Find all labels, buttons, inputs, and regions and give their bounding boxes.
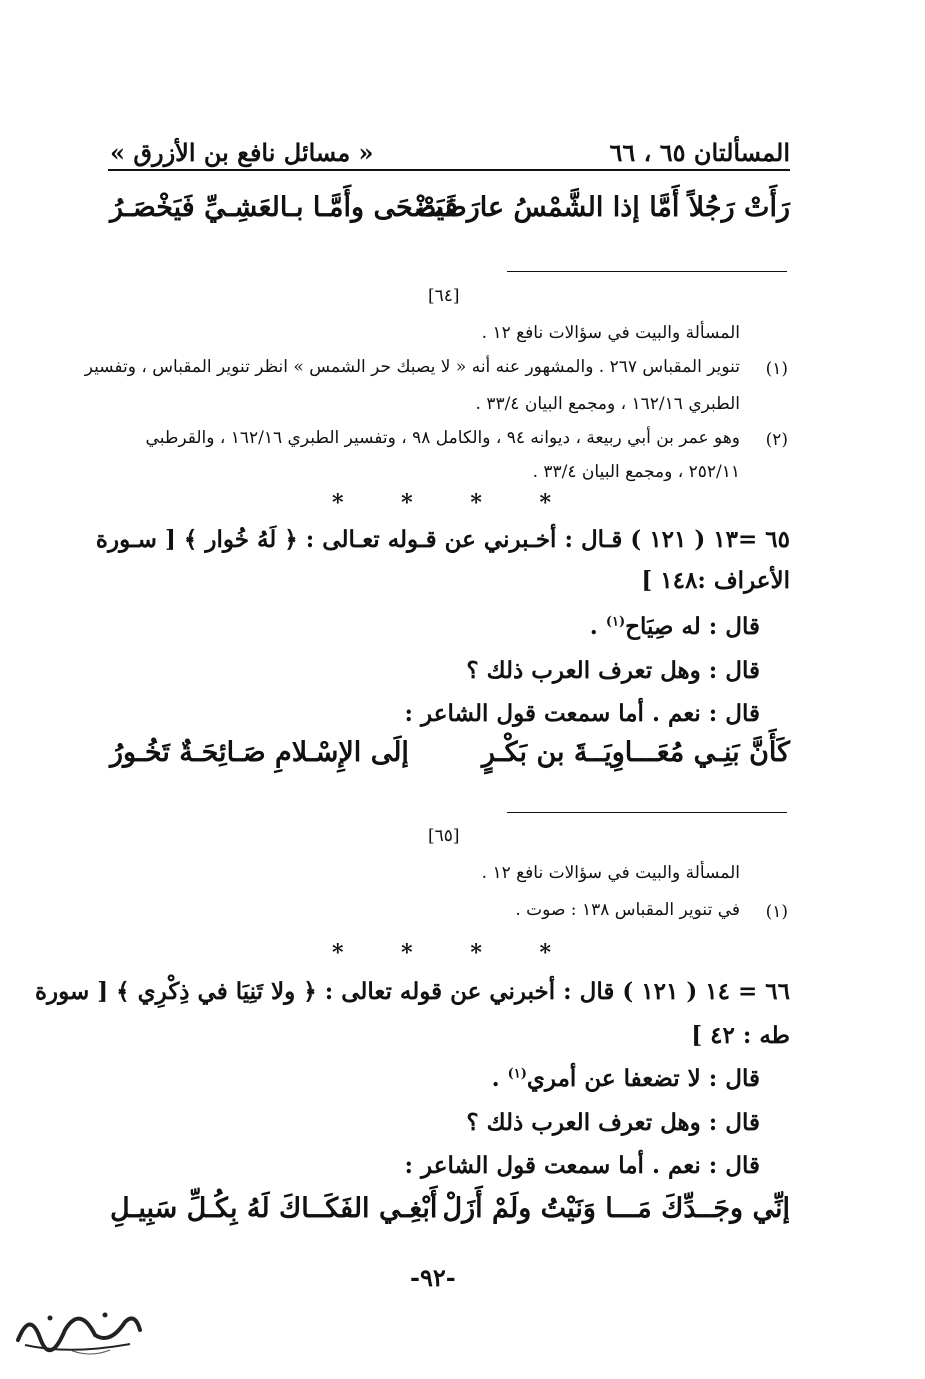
verse-65-right-hemistich: كَأَنَّ بَنِـي مُعَـــاوِيَــةَ بن بَكْـرٍ xyxy=(481,737,790,768)
footnote-65-1-line1: في تنوير المقباس ١٣٨ : صوت . xyxy=(515,900,740,920)
footnote-section-number-65: [٦٥] xyxy=(428,826,460,846)
footnote-65-1-mark: (١) xyxy=(765,902,788,922)
footnote-64-1-line1: تنوير المقباس ٢٦٧ . والمشهور عنه أنه « لا يصبك حر الشمس » انظر تنوير المقباس ، وتفسير xyxy=(84,357,740,377)
verse-64-left-hemistich: فَيَضْحَى وأَمَّـا بـالعَشِـيِّ فَيَخْصَـرُ xyxy=(110,192,458,223)
header-book-title: « مسائل نافع بن الأزرق » xyxy=(110,138,374,167)
answer-end: . xyxy=(491,1065,508,1092)
header-question-numbers: المسألتان ٦٥ ، ٦٦ xyxy=(609,138,790,167)
verse-66-left-hemistich: أَبْغِـي الفَكَــاكَ لَهُ بِكُـلِّ سَبِيـلِ xyxy=(110,1193,438,1224)
footnote-ref: (١) xyxy=(605,614,626,630)
answer-text: قال : له صِيَاح xyxy=(625,613,760,640)
question-66-reply: قال : نعم . أما سمعت قول الشاعر : xyxy=(404,1152,760,1179)
answer-end: . xyxy=(589,613,606,640)
question-66-line2: طه : ٤٢ ] xyxy=(691,1022,790,1049)
footnote-64-2-mark: (٢) xyxy=(765,430,788,450)
calligraphy-stamp-logo xyxy=(10,1300,145,1360)
question-65-reply: قال : نعم . أما سمعت قول الشاعر : xyxy=(404,700,760,727)
question-66-line1: ٦٦ = ١٤ ( ١٢١ ) قال : أخبرني عن قوله تعالى : ﴿ ولا تَنِيَا في ذِكْرِي ﴾ [ سورة xyxy=(34,978,790,1005)
page-number: -٩٢- xyxy=(410,1263,456,1292)
footnote-section-number-64: [٦٤] xyxy=(428,286,460,306)
footnote-64-1-mark: (١) xyxy=(765,359,788,379)
footnote-64-2-line1: وهو عمر بن أبي ربيعة ، ديوانه ٩٤ ، والكامل ٩٨ ، وتفسير الطبري ١٦٢/١٦ ، والقرطبي xyxy=(145,428,740,448)
header-rule xyxy=(108,169,790,171)
question-66-ask: قال : وهل تعرف العرب ذلك ؟ xyxy=(466,1109,760,1136)
separator-stars-1: * * * * xyxy=(332,490,551,516)
question-65-line2: الأعراف :١٤٨ ] xyxy=(641,567,790,594)
verse-65-left-hemistich: إلَى الإِسْـلامِ صَـائِحَـةٌ تَخُـورُ xyxy=(110,737,409,768)
question-65-answer xyxy=(590,613,760,640)
footnote-rule-64 xyxy=(507,271,787,272)
footnote-rule-65 xyxy=(507,812,787,813)
separator-stars-2: * * * * xyxy=(332,940,551,966)
verse-66-right-hemistich: إنِّي وجَــدِّكَ مَـــا وَنَيْتُ ولَمْ أَزَلْ xyxy=(442,1193,790,1224)
footnote-64-intro: المسألة والبيت في سؤالات نافع ١٢ . xyxy=(481,323,740,343)
verse-64-right-hemistich: رَأَتْ رَجُلاً أَمَّا إذا الشَّمْسُ عارَضَتْ xyxy=(417,192,790,223)
footnote-ref: (١) xyxy=(507,1066,527,1082)
answer-text: قال : لا تضعفا عن أمري xyxy=(526,1065,760,1092)
footnote-65-intro: المسألة والبيت في سؤالات نافع ١٢ . xyxy=(481,863,740,883)
question-65-ask: قال : وهل تعرف العرب ذلك ؟ xyxy=(466,657,760,684)
question-66-answer xyxy=(492,1065,760,1092)
question-65-line1: ٦٥ =١٣ ( ١٢١ ) قـال : أخـبرني عن قـوله تعـالى : ﴿ لَهُ خُوار ﴾ [ سـورة xyxy=(95,526,790,553)
footnote-64-2-line2: ٢٥٢/١١ ، ومجمع البيان ٣٣/٤ . xyxy=(532,462,740,482)
footnote-64-1-line2: الطبري ١٦٢/١٦ ، ومجمع البيان ٣٣/٤ . xyxy=(475,394,740,414)
